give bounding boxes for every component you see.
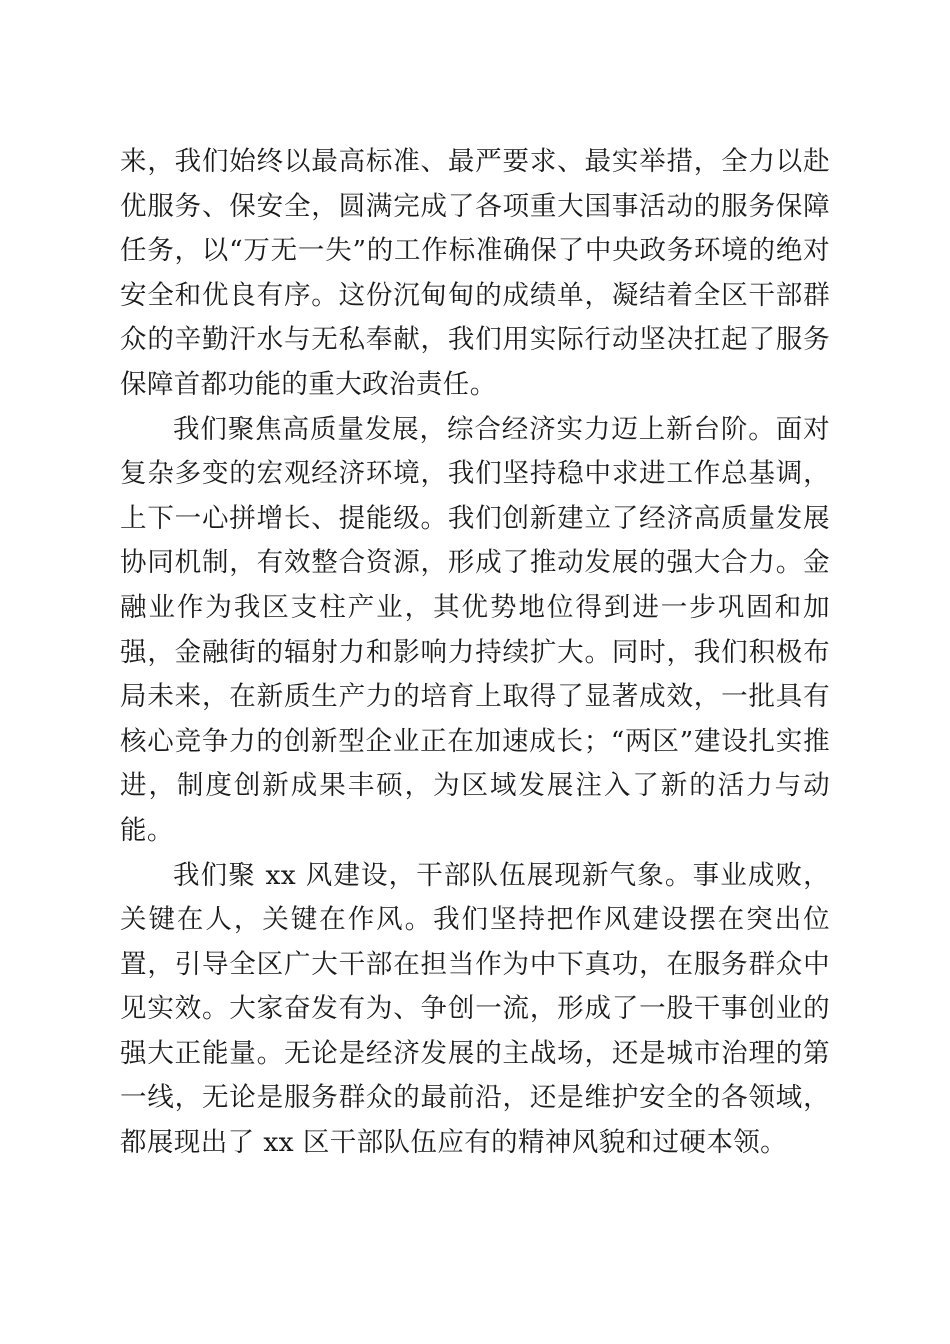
- paragraph-2: 我们聚焦高质量发展，综合经济实力迈上新台阶。面对复杂多变的宏观经济环境，我们坚持稳中求进工作总基调，上下一心拼增长、提能级。我们创新建立了经济高质量发展协同机制，有效整合资源，形成了推动发展的强大合力。金融业作为我区支柱产业，其优势地位得到进一步巩固和加强，金融街的辐射力和影响力持续扩大。同时，我们积极布局未来，在新质生产力的培育上取得了显著成效，一批具有核心竞争力的创新型企业正在加速成长；“两区”建设扎实推进，制度创新成果丰硕，为区域发展注入了新的活力与动能。: [120, 413, 830, 846]
- document-body: [120, 140, 830, 1166]
- paragraph-3: 我们聚 xx 风建设，干部队伍展现新气象。事业成败，关键在人，关键在作风。我们坚持把作风建设摆在突出位置，引导全区广大干部在担当作为中下真功，在服务群众中见实效。大家奋发有为、争创一流，形成了一股干事创业的强大正能量。无论是经济发展的主战场，还是城市治理的第一线，无论是服务群众的最前沿，还是维护安全的各领域，都展现出了 xx 区干部队伍应有的精神风貌和过硬本领。: [120, 859, 830, 1159]
- paragraph-1: 来，我们始终以最高标准、最严要求、最实举措，全力以赴优服务、保安全，圆满完成了各项重大国事活动的服务保障任务，以“万无一失”的工作标准确保了中央政务环境的绝对安全和优良有序。这份沉甸甸的成绩单，凝结着全区干部群众的辛勤汗水与无私奉献，我们用实际行动坚决扛起了服务保障首都功能的重大政治责任。: [120, 146, 830, 400]
